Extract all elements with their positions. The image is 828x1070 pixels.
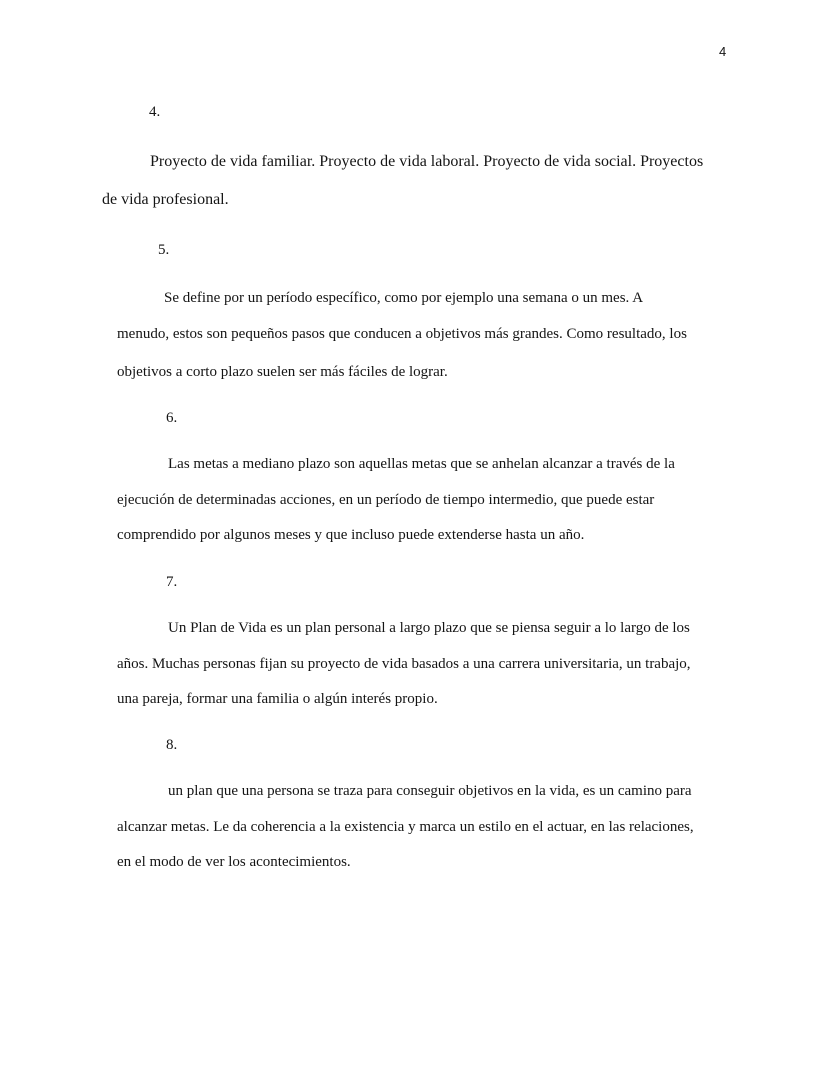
paragraph-line: años. Muchas personas fijan su proyecto de vida basados a una carrera universitaria, un trabajo, bbox=[117, 656, 691, 672]
paragraph-line: objetivos a corto plazo suelen ser más fáciles de lograr. bbox=[117, 364, 448, 380]
section-number: 8. bbox=[166, 737, 178, 753]
section-number: 5. bbox=[158, 242, 170, 258]
paragraph-line: Proyecto de vida familiar. Proyecto de vida laboral. Proyecto de vida social. Proyectos bbox=[150, 153, 704, 170]
paragraph-line: ejecución de determinadas acciones, en un período de tiempo intermedio, que puede estar bbox=[117, 492, 655, 508]
page-number: 4 bbox=[719, 44, 727, 59]
section-number: 6. bbox=[166, 410, 178, 426]
paragraph-line: Un Plan de Vida es un plan personal a largo plazo que se piensa seguir a lo largo de los bbox=[168, 620, 690, 636]
section-number: 4. bbox=[149, 104, 161, 120]
paragraph-line: un plan que una persona se traza para conseguir objetivos en la vida, es un camino para bbox=[168, 783, 692, 799]
paragraph-line: en el modo de ver los acontecimientos. bbox=[117, 854, 351, 870]
paragraph-line: comprendido por algunos meses y que incluso puede extenderse hasta un año. bbox=[117, 527, 585, 543]
paragraph-line: menudo, estos son pequeños pasos que conducen a objetivos más grandes. Como resultado, los bbox=[117, 326, 687, 342]
paragraph-line: Las metas a mediano plazo son aquellas metas que se anhelan alcanzar a través de la bbox=[168, 456, 675, 472]
paragraph-line: una pareja, formar una familia o algún interés propio. bbox=[117, 691, 438, 707]
paragraph-line: de vida profesional. bbox=[102, 191, 229, 208]
paragraph-line: Se define por un período específico, como por ejemplo una semana o un mes. A bbox=[164, 290, 644, 306]
paragraph-line: alcanzar metas. Le da coherencia a la existencia y marca un estilo en el actuar, en las relaciones, bbox=[117, 819, 694, 835]
section-number: 7. bbox=[166, 574, 178, 590]
